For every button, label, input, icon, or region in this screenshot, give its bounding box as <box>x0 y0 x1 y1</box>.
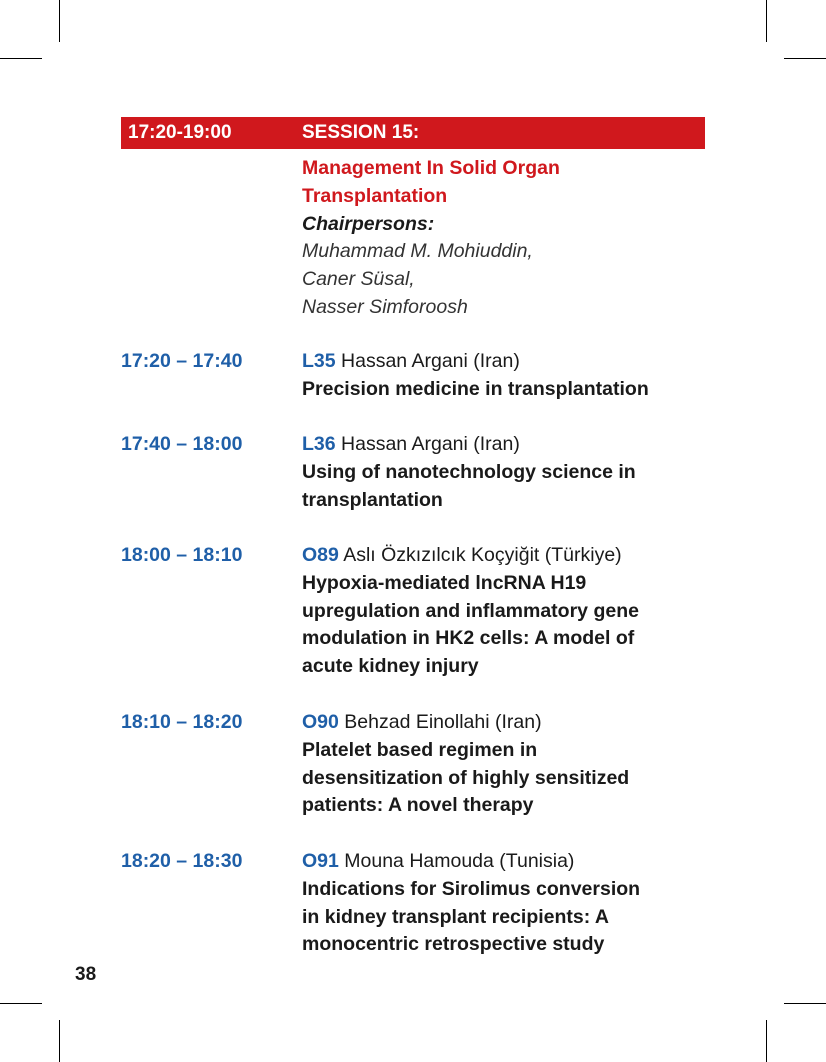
talk-title-line: upregulation and inflammatory gene <box>302 599 639 622</box>
talk-title-line: transplantation <box>302 488 443 511</box>
crop-mark-top-left-h <box>0 58 42 59</box>
session-time: 17:20-19:00 <box>128 122 232 143</box>
talk-title-line: monocentric retrospective study <box>302 933 605 956</box>
talk-code: L35 <box>302 350 336 372</box>
crop-mark-bottom-left-h <box>0 1003 42 1004</box>
talk-title-line: desensitization of highly sensitized <box>302 766 630 789</box>
crop-mark-top-right-h <box>784 58 826 59</box>
session-info <box>302 155 722 322</box>
crop-mark-bottom-left <box>59 1020 60 1062</box>
talk-title-line: patients: A novel therapy <box>302 794 534 817</box>
talk-body <box>302 431 702 514</box>
talk-speaker: Behzad Einollahi (Iran) <box>344 711 542 733</box>
talk-title-line: in kidney transplant recipients: A <box>302 905 610 928</box>
chairpersons-label: Chairpersons: <box>302 212 435 235</box>
talk-time: 17:20 – 17:40 <box>121 350 243 372</box>
chairperson: Muhammad M. Mohiuddin, <box>302 240 533 263</box>
page-number: 38 <box>75 964 97 985</box>
crop-mark-top-right <box>766 0 767 42</box>
talk-body <box>302 709 702 820</box>
talk-time: 18:20 – 18:30 <box>121 850 243 872</box>
talk-title-line: modulation in HK2 cells: A model of <box>302 627 635 650</box>
session-label: SESSION 15: <box>302 122 420 143</box>
talk-title-line: Precision medicine in transplantation <box>302 377 649 400</box>
talk-title-line: Hypoxia-mediated lncRNA H19 <box>302 571 587 594</box>
session-title-line: Transplantation <box>302 184 448 207</box>
crop-mark-bottom-right-h <box>784 1003 826 1004</box>
talk-title-line: Platelet based regimen in <box>302 738 538 761</box>
talk-code: O89 <box>302 544 339 566</box>
talk-body <box>302 348 702 404</box>
crop-mark-top-left <box>59 0 60 42</box>
chairperson: Caner Süsal, <box>302 268 415 291</box>
talk-title-line: acute kidney injury <box>302 655 479 678</box>
talk-time: 18:10 – 18:20 <box>121 711 243 733</box>
talk-speaker: Hassan Argani (Iran) <box>341 433 520 455</box>
talk-body <box>302 848 702 959</box>
talk-time: 17:40 – 18:00 <box>121 433 243 455</box>
talk-title-line: Using of nanotechnology science in <box>302 460 636 483</box>
talk-title-line: Indications for Sirolimus conversion <box>302 877 641 900</box>
talk-time: 18:00 – 18:10 <box>121 544 243 566</box>
talk-code: L36 <box>302 433 336 455</box>
session-title-line: Management In Solid Organ <box>302 157 560 179</box>
crop-mark-bottom-right <box>766 1020 767 1062</box>
talk-code: O90 <box>302 711 339 733</box>
talk-speaker: Hassan Argani (Iran) <box>341 350 520 372</box>
talk-code: O91 <box>302 850 339 872</box>
talk-speaker: Aslı Özkızılcık Koçyiğit (Türkiye) <box>343 544 622 566</box>
talk-body <box>302 542 702 681</box>
talk-speaker: Mouna Hamouda (Tunisia) <box>344 850 575 872</box>
chairperson: Nasser Simforoosh <box>302 295 468 318</box>
session-header-bar <box>121 117 705 149</box>
